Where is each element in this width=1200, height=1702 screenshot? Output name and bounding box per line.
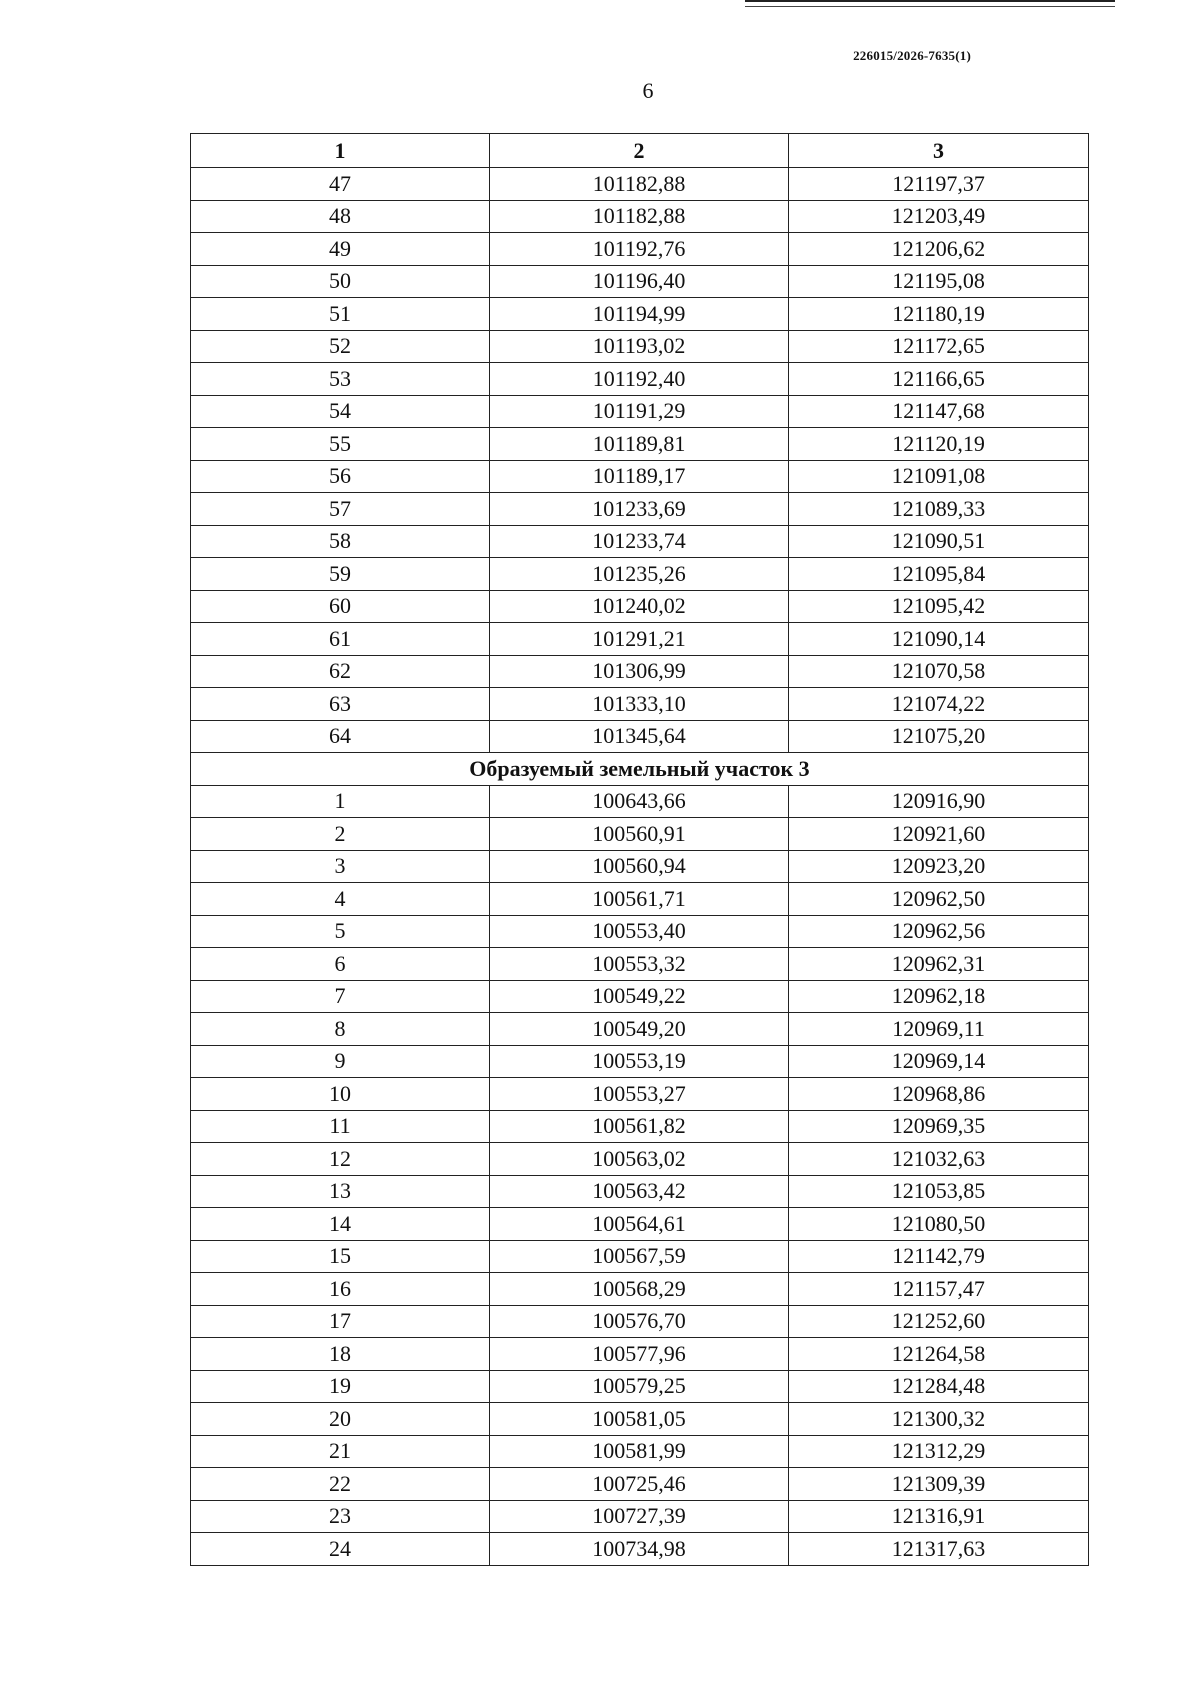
point-number-cell: 22: [191, 1468, 490, 1501]
page-number: 6: [642, 78, 654, 103]
table-row: [191, 980, 1089, 1013]
point-number-cell: 57: [191, 493, 490, 526]
y-coordinate-cell: 120969,14: [789, 1045, 1089, 1078]
y-coordinate-cell: 121309,39: [789, 1468, 1089, 1501]
column-header: 1: [191, 134, 490, 168]
table-row: [191, 1175, 1089, 1208]
table-row: [191, 200, 1089, 233]
y-coordinate-cell: 121032,63: [789, 1143, 1089, 1176]
point-number-cell: 23: [191, 1500, 490, 1533]
point-number-cell: 53: [191, 363, 490, 396]
y-coordinate-cell: 121090,51: [789, 525, 1089, 558]
x-coordinate-cell: 101193,02: [490, 330, 789, 363]
y-coordinate-cell: 120969,11: [789, 1013, 1089, 1046]
table-row: [191, 1305, 1089, 1338]
table-row: [191, 1078, 1089, 1111]
x-coordinate-cell: 100579,25: [490, 1370, 789, 1403]
point-number-cell: 9: [191, 1045, 490, 1078]
y-coordinate-cell: 121252,60: [789, 1305, 1089, 1338]
y-coordinate-cell: 121316,91: [789, 1500, 1089, 1533]
x-coordinate-cell: 101233,74: [490, 525, 789, 558]
point-number-cell: 13: [191, 1175, 490, 1208]
x-coordinate-cell: 101333,10: [490, 688, 789, 721]
point-number-cell: 15: [191, 1240, 490, 1273]
y-coordinate-cell: 120968,86: [789, 1078, 1089, 1111]
x-coordinate-cell: 101291,21: [490, 623, 789, 656]
y-coordinate-cell: 121053,85: [789, 1175, 1089, 1208]
table-row: [191, 265, 1089, 298]
table-row: [191, 330, 1089, 363]
y-coordinate-cell: 121089,33: [789, 493, 1089, 526]
table-row: [191, 948, 1089, 981]
point-number-cell: 20: [191, 1403, 490, 1436]
y-coordinate-cell: 121284,48: [789, 1370, 1089, 1403]
y-coordinate-cell: 121095,42: [789, 590, 1089, 623]
y-coordinate-cell: 121312,29: [789, 1435, 1089, 1468]
coordinates-table-body: [191, 134, 1089, 1566]
point-number-cell: 8: [191, 1013, 490, 1046]
x-coordinate-cell: 100561,82: [490, 1110, 789, 1143]
y-coordinate-cell: 121300,32: [789, 1403, 1089, 1436]
point-number-cell: 16: [191, 1273, 490, 1306]
bottom-scan-mark: [44, 1686, 244, 1700]
y-coordinate-cell: 121070,58: [789, 655, 1089, 688]
point-number-cell: 4: [191, 883, 490, 916]
y-coordinate-cell: 121157,47: [789, 1273, 1089, 1306]
point-number-cell: 49: [191, 233, 490, 266]
table-row: [191, 298, 1089, 331]
point-number-cell: 24: [191, 1533, 490, 1566]
x-coordinate-cell: 100568,29: [490, 1273, 789, 1306]
x-coordinate-cell: 100564,61: [490, 1208, 789, 1241]
x-coordinate-cell: 101189,81: [490, 428, 789, 461]
y-coordinate-cell: 121172,65: [789, 330, 1089, 363]
y-coordinate-cell: 121074,22: [789, 688, 1089, 721]
point-number-cell: 61: [191, 623, 490, 656]
x-coordinate-cell: 101345,64: [490, 720, 789, 753]
table-row: [191, 1143, 1089, 1176]
y-coordinate-cell: 121075,20: [789, 720, 1089, 753]
coordinates-table: [190, 133, 1089, 1566]
x-coordinate-cell: 100581,05: [490, 1403, 789, 1436]
point-number-cell: 21: [191, 1435, 490, 1468]
point-number-cell: 48: [191, 200, 490, 233]
y-coordinate-cell: 121095,84: [789, 558, 1089, 591]
table-row: [191, 688, 1089, 721]
column-header: 2: [490, 134, 789, 168]
x-coordinate-cell: 101235,26: [490, 558, 789, 591]
table-row: [191, 233, 1089, 266]
x-coordinate-cell: 100553,32: [490, 948, 789, 981]
x-coordinate-cell: 101240,02: [490, 590, 789, 623]
x-coordinate-cell: 100643,66: [490, 785, 789, 818]
y-coordinate-cell: 120962,31: [789, 948, 1089, 981]
y-coordinate-cell: 121147,68: [789, 395, 1089, 428]
table-row: [191, 1533, 1089, 1566]
table-row: [191, 395, 1089, 428]
table-row: [191, 1013, 1089, 1046]
point-number-cell: 18: [191, 1338, 490, 1371]
point-number-cell: 5: [191, 915, 490, 948]
point-number-cell: 19: [191, 1370, 490, 1403]
x-coordinate-cell: 101194,99: [490, 298, 789, 331]
y-coordinate-cell: 121317,63: [789, 1533, 1089, 1566]
table-row: [191, 883, 1089, 916]
y-coordinate-cell: 120969,35: [789, 1110, 1089, 1143]
table-row: [191, 460, 1089, 493]
y-coordinate-cell: 120962,50: [789, 883, 1089, 916]
table-row: [191, 785, 1089, 818]
y-coordinate-cell: 121142,79: [789, 1240, 1089, 1273]
y-coordinate-cell: 121166,65: [789, 363, 1089, 396]
point-number-cell: 14: [191, 1208, 490, 1241]
table-row: [191, 623, 1089, 656]
y-coordinate-cell: 121091,08: [789, 460, 1089, 493]
table-row: [191, 850, 1089, 883]
table-row: [191, 558, 1089, 591]
x-coordinate-cell: 100567,59: [490, 1240, 789, 1273]
point-number-cell: 10: [191, 1078, 490, 1111]
x-coordinate-cell: 100560,94: [490, 850, 789, 883]
table-row: [191, 655, 1089, 688]
y-coordinate-cell: 121080,50: [789, 1208, 1089, 1241]
x-coordinate-cell: 100725,46: [490, 1468, 789, 1501]
y-coordinate-cell: 120916,90: [789, 785, 1089, 818]
table-row: [191, 1435, 1089, 1468]
point-number-cell: 64: [191, 720, 490, 753]
x-coordinate-cell: 100577,96: [490, 1338, 789, 1371]
x-coordinate-cell: 100553,19: [490, 1045, 789, 1078]
point-number-cell: 47: [191, 168, 490, 201]
y-coordinate-cell: 120923,20: [789, 850, 1089, 883]
y-coordinate-cell: 121264,58: [789, 1338, 1089, 1371]
point-number-cell: 12: [191, 1143, 490, 1176]
y-coordinate-cell: 121206,62: [789, 233, 1089, 266]
point-number-cell: 51: [191, 298, 490, 331]
x-coordinate-cell: 100727,39: [490, 1500, 789, 1533]
table-row: [191, 1240, 1089, 1273]
x-coordinate-cell: 101192,76: [490, 233, 789, 266]
x-coordinate-cell: 101196,40: [490, 265, 789, 298]
point-number-cell: 6: [191, 948, 490, 981]
x-coordinate-cell: 101192,40: [490, 363, 789, 396]
y-coordinate-cell: 120962,18: [789, 980, 1089, 1013]
table-row: [191, 1338, 1089, 1371]
x-coordinate-cell: 100560,91: [490, 818, 789, 851]
table-row: [191, 363, 1089, 396]
y-coordinate-cell: 121197,37: [789, 168, 1089, 201]
point-number-cell: 54: [191, 395, 490, 428]
point-number-cell: 3: [191, 850, 490, 883]
table-row: [191, 428, 1089, 461]
table-row: [191, 1468, 1089, 1501]
table-row: [191, 720, 1089, 753]
point-number-cell: 55: [191, 428, 490, 461]
x-coordinate-cell: 100561,71: [490, 883, 789, 916]
x-coordinate-cell: 101189,17: [490, 460, 789, 493]
table-row: [191, 1500, 1089, 1533]
point-number-cell: 58: [191, 525, 490, 558]
table-row: [191, 1110, 1089, 1143]
table-row: [191, 1208, 1089, 1241]
point-number-cell: 50: [191, 265, 490, 298]
section-title: Образуемый земельный участок 3: [191, 753, 1089, 786]
y-coordinate-cell: 120962,56: [789, 915, 1089, 948]
column-header: 3: [789, 134, 1089, 168]
section-title-row: [191, 753, 1089, 786]
point-number-cell: 59: [191, 558, 490, 591]
document-number: 226015/2026-7635(1): [853, 48, 971, 63]
table-row: [191, 590, 1089, 623]
x-coordinate-cell: 101233,69: [490, 493, 789, 526]
x-coordinate-cell: 101306,99: [490, 655, 789, 688]
point-number-cell: 56: [191, 460, 490, 493]
table-row: [191, 493, 1089, 526]
table-header-row: [191, 134, 1089, 168]
y-coordinate-cell: 121195,08: [789, 265, 1089, 298]
x-coordinate-cell: 100553,27: [490, 1078, 789, 1111]
table-row: [191, 1045, 1089, 1078]
y-coordinate-cell: 121203,49: [789, 200, 1089, 233]
table-row: [191, 915, 1089, 948]
table-row: [191, 1370, 1089, 1403]
x-coordinate-cell: 100549,22: [490, 980, 789, 1013]
y-coordinate-cell: 121120,19: [789, 428, 1089, 461]
x-coordinate-cell: 100553,40: [490, 915, 789, 948]
point-number-cell: 17: [191, 1305, 490, 1338]
y-coordinate-cell: 121180,19: [789, 298, 1089, 331]
x-coordinate-cell: 101182,88: [490, 200, 789, 233]
point-number-cell: 1: [191, 785, 490, 818]
table-row: [191, 168, 1089, 201]
table-row: [191, 818, 1089, 851]
y-coordinate-cell: 121090,14: [789, 623, 1089, 656]
x-coordinate-cell: 100563,42: [490, 1175, 789, 1208]
point-number-cell: 7: [191, 980, 490, 1013]
point-number-cell: 2: [191, 818, 490, 851]
top-rule: [745, 0, 1115, 7]
x-coordinate-cell: 100549,20: [490, 1013, 789, 1046]
point-number-cell: 60: [191, 590, 490, 623]
x-coordinate-cell: 100734,98: [490, 1533, 789, 1566]
x-coordinate-cell: 100581,99: [490, 1435, 789, 1468]
point-number-cell: 62: [191, 655, 490, 688]
x-coordinate-cell: 100563,02: [490, 1143, 789, 1176]
point-number-cell: 63: [191, 688, 490, 721]
x-coordinate-cell: 101182,88: [490, 168, 789, 201]
point-number-cell: 52: [191, 330, 490, 363]
table-row: [191, 1403, 1089, 1436]
x-coordinate-cell: 100576,70: [490, 1305, 789, 1338]
table-row: [191, 525, 1089, 558]
y-coordinate-cell: 120921,60: [789, 818, 1089, 851]
x-coordinate-cell: 101191,29: [490, 395, 789, 428]
table-row: [191, 1273, 1089, 1306]
point-number-cell: 11: [191, 1110, 490, 1143]
